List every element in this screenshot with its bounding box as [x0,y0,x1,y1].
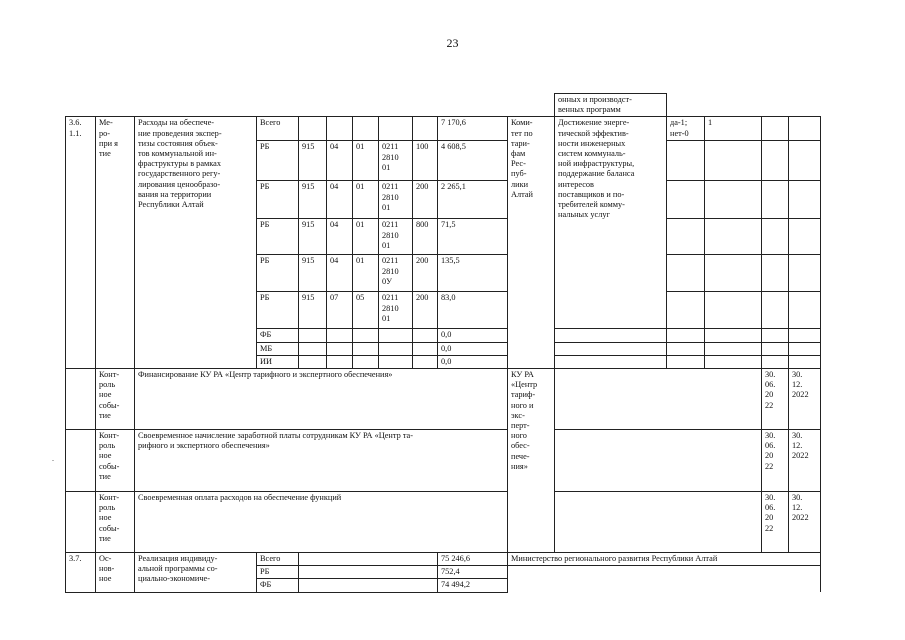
source-cell: РБ [257,141,299,181]
pr-cell: 01 [353,219,379,255]
amount-cell: 135,5 [438,255,508,292]
item-name: Реализация индивиду- альной программы со- циально-экономиче- [135,553,257,593]
control-event-start: 30. 06. 20 22 [762,492,789,553]
grbs-cell [299,117,327,141]
vr-cell: 200 [413,255,438,292]
item-number: 3.6. 1.1. [66,117,96,369]
vr-cell: 200 [413,292,438,329]
program-table [65,93,821,593]
control-event-text: Своевременное начисление заработной платы сотрудникам КУ РА «Центр та- рифного и экспертного обеспечения» [135,430,508,492]
amount-cell: 0,0 [438,355,508,368]
pr-cell: 01 [353,181,379,219]
unit-cell: да-1; нет-0 [667,117,705,141]
amount-cell: 0,0 [438,342,508,355]
csr-cell: 0211 2810 01 [379,219,413,255]
control-event-row [66,492,821,553]
grbs-cell: 915 [299,219,327,255]
control-event-type: Конт- роль ное собы- тие [96,430,135,492]
item-number: 3.7. [66,553,96,593]
control-event-text: Финансирование КУ РА «Центр тарифного и экспертного обеспечения» [135,369,508,430]
amount-cell: 4 608,5 [438,141,508,181]
control-event-row [66,430,821,492]
source-cell: МБ [257,342,299,355]
source-cell: ФБ [257,579,299,592]
control-event-row [66,369,821,430]
csr-cell: 0211 2810 01 [379,141,413,181]
control-event-type: Конт- роль ное собы- тие [96,492,135,553]
vr-cell: 800 [413,219,438,255]
control-event-end: 30. 12. 2022 [789,492,821,553]
item-type: Ос- нов- ное [96,553,135,593]
control-event-text: Своевременная оплата расходов на обеспечение функций [135,492,508,553]
amount-cell: 75 246,6 [438,553,508,566]
amount-cell: 71,5 [438,219,508,255]
grbs-cell: 915 [299,255,327,292]
csr-cell: 0211 2810 01 [379,181,413,219]
continuation-indicator: онных и производст- венных программ [555,94,667,117]
amount-cell: 0,0 [438,329,508,342]
pr-cell [353,117,379,141]
item-name: Расходы на обеспече- ние проведения экспер- тизы состояния объек- тов коммунальной ин- фраструктуры в рамках государственного регу- лирования ценообразо- вания на территории Республики Алтай [135,117,257,369]
grbs-cell: 915 [299,292,327,329]
table-row [66,117,821,141]
value-cell: 1 [705,117,762,141]
control-event-start: 30. 06. 20 22 [762,430,789,492]
rz-cell: 07 [327,292,353,329]
source-cell: ФБ [257,329,299,342]
amount-cell: 74 494,2 [438,579,508,592]
amount-cell: 2 265,1 [438,181,508,219]
csr-cell: 0211 2810 0У [379,255,413,292]
table-row [66,553,821,566]
source-cell: Всего [257,117,299,141]
pr-cell: 05 [353,292,379,329]
executor-cell: Министерство регионального развития Республики Алтай [508,553,821,566]
control-event-end: 30. 12. 2022 [789,430,821,492]
continuation-row [66,94,821,117]
control-event-type: Конт- роль ное собы- тие [96,369,135,430]
grbs-cell: 915 [299,181,327,219]
pr-cell: 01 [353,141,379,181]
control-event-end: 30. 12. 2022 [789,369,821,430]
amount-cell: 83,0 [438,292,508,329]
indicator-cell: Достижение энерге- тической эффектив- ности инженерных систем коммуналь- ной инфраструктуры, поддержание баланса интересов поставщиков и по- требителей комму- нальных услуг [555,117,667,329]
vr-cell [413,117,438,141]
source-cell: РБ [257,181,299,219]
control-event-executor: КУ РА «Центр тариф- ного и экс- перт- ного обес- пече- ния» [508,369,555,553]
rz-cell: 04 [327,141,353,181]
item-type: Ме- ро- при я тие [96,117,135,369]
rz-cell [327,117,353,141]
pr-cell: 01 [353,255,379,292]
rz-cell: 04 [327,219,353,255]
source-cell: Всего [257,553,299,566]
source-cell: ИИ [257,355,299,368]
rz-cell: 04 [327,181,353,219]
executor-cell: Коми- тет по тари- фам Рес- пуб- лики Алтай [508,117,555,369]
stray-mark: . [52,454,54,463]
grbs-cell: 915 [299,141,327,181]
source-cell: РБ [257,292,299,329]
control-event-start: 30. 06. 20 22 [762,369,789,430]
source-cell: РБ [257,255,299,292]
rz-cell: 04 [327,255,353,292]
amount-cell: 752,4 [438,566,508,579]
csr-cell [379,117,413,141]
page-number: 23 [446,36,459,50]
source-cell: РБ [257,219,299,255]
vr-cell: 200 [413,181,438,219]
csr-cell: 0211 2810 01 [379,292,413,329]
source-cell: РБ [257,566,299,579]
amount-cell: 7 170,6 [438,117,508,141]
vr-cell: 100 [413,141,438,181]
